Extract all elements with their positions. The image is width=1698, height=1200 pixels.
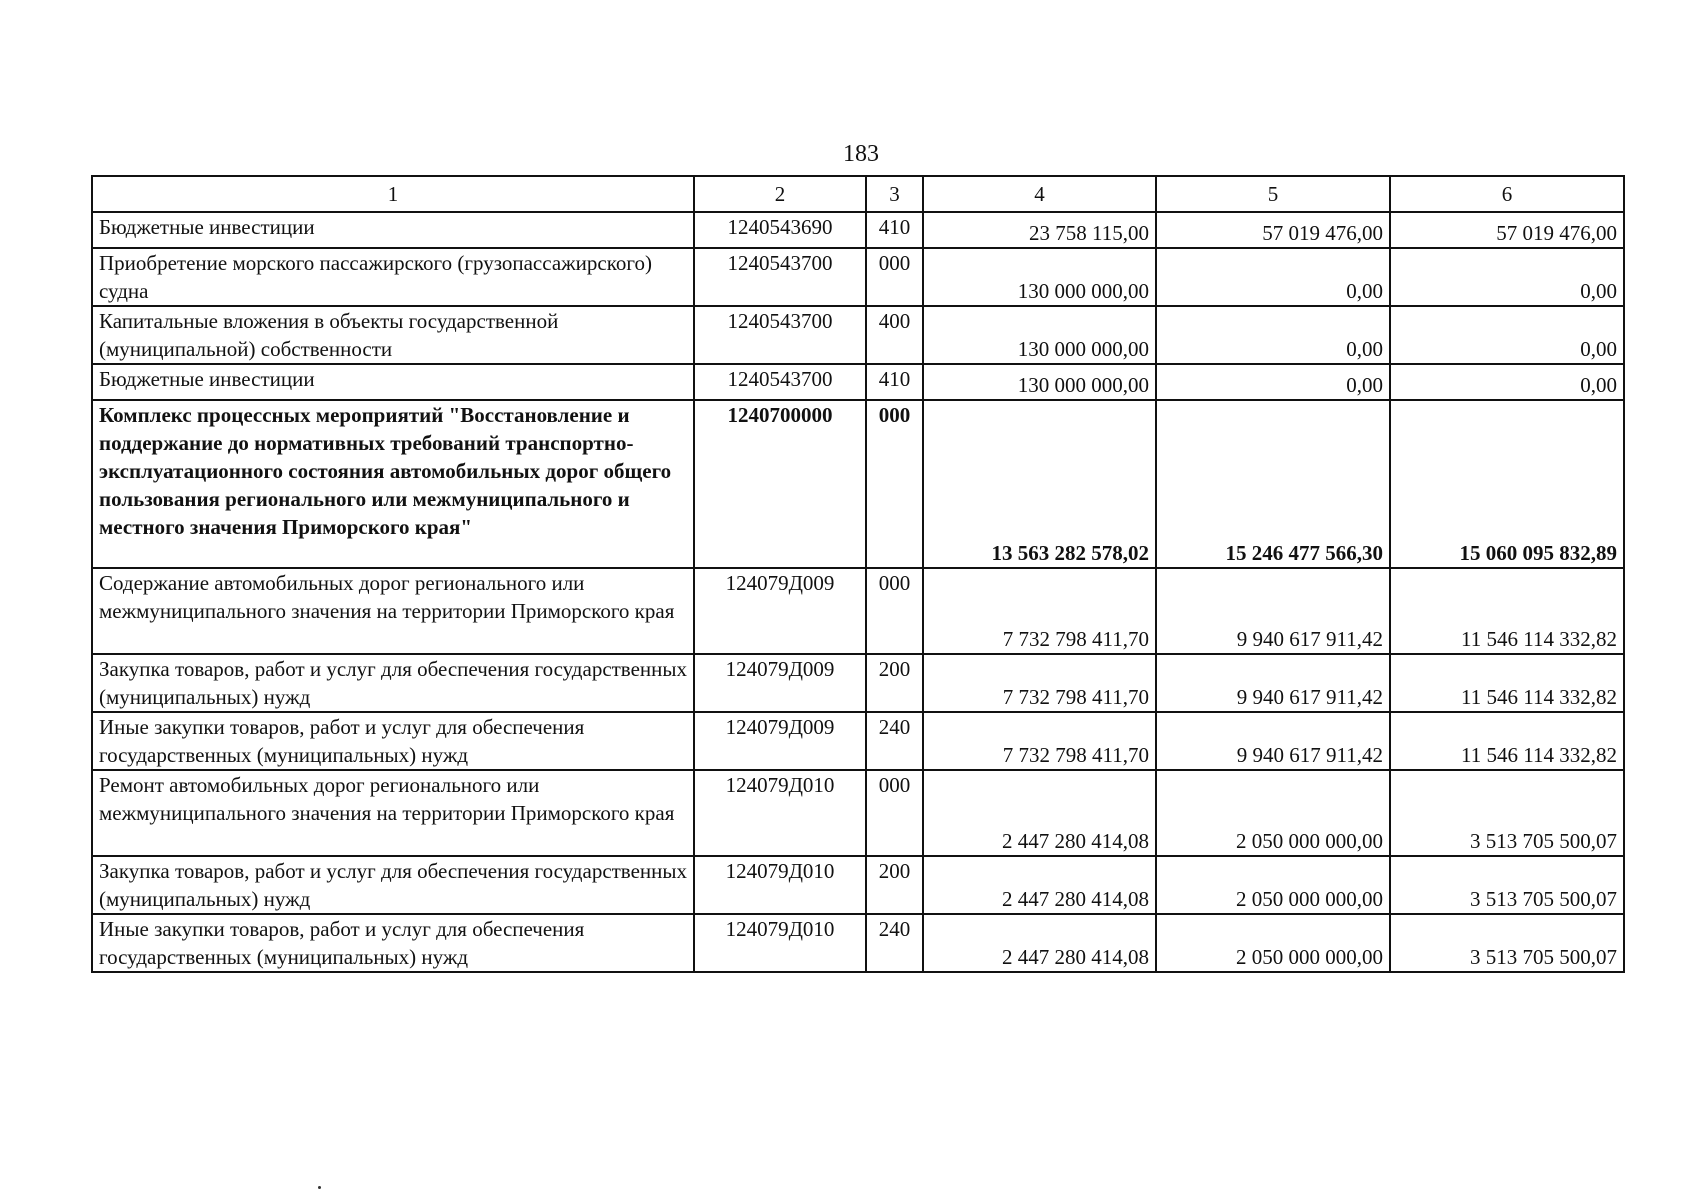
row-value-col5-cell: 15 246 477 566,30 [1156, 400, 1390, 568]
row-value-col4-cell: 7 732 798 411,70 [923, 568, 1156, 654]
row-code-cell: 1240543700 [694, 248, 866, 306]
row-value-col5-cell: 9 940 617 911,42 [1156, 654, 1390, 712]
row-value-col6-cell: 11 546 114 332,82 [1390, 712, 1624, 770]
row-kvr-cell: 410 [866, 212, 923, 248]
row-code-cell: 1240700000 [694, 400, 866, 568]
column-header: 6 [1390, 176, 1624, 212]
row-value-col5-cell: 0,00 [1156, 306, 1390, 364]
row-value-col6-cell: 11 546 114 332,82 [1390, 654, 1624, 712]
row-name-cell: Бюджетные инвестиции [92, 212, 694, 248]
table-row [92, 770, 1624, 856]
row-code-cell: 1240543700 [694, 306, 866, 364]
row-value-col4-cell: 23 758 115,00 [923, 212, 1156, 248]
table-row [92, 712, 1624, 770]
column-header: 5 [1156, 176, 1390, 212]
row-value-col6-cell: 0,00 [1390, 306, 1624, 364]
row-name-cell: Иные закупки товаров, работ и услуг для обеспечения государственных (муниципальных) нужд [92, 914, 694, 972]
row-code-cell: 124079Д009 [694, 712, 866, 770]
row-kvr-cell: 400 [866, 306, 923, 364]
row-kvr-cell: 000 [866, 400, 923, 568]
row-name-cell: Ремонт автомобильных дорог регионального или межмуниципального значения на территории Приморского края [92, 770, 694, 856]
table-row [92, 212, 1624, 248]
row-kvr-cell: 200 [866, 856, 923, 914]
row-kvr-cell: 410 [866, 364, 923, 400]
row-name-cell: Комплекс процессных мероприятий "Восстановление и поддержание до нормативных требований транспортно-эксплуатационного состояния автомобильных дорог общего пользования регионального или межмуниципального и местного значения Приморского края" [92, 400, 694, 568]
table-row [92, 654, 1624, 712]
row-kvr-cell: 240 [866, 712, 923, 770]
row-value-col4-cell: 2 447 280 414,08 [923, 770, 1156, 856]
budget-table [91, 175, 1625, 973]
row-value-col6-cell: 0,00 [1390, 248, 1624, 306]
row-code-cell: 124079Д010 [694, 770, 866, 856]
table-row [92, 568, 1624, 654]
row-value-col6-cell: 3 513 705 500,07 [1390, 770, 1624, 856]
table-header-row [92, 176, 1624, 212]
row-value-col5-cell: 9 940 617 911,42 [1156, 712, 1390, 770]
row-name-cell: Содержание автомобильных дорог регионального или межмуниципального значения на территории Приморского края [92, 568, 694, 654]
row-name-cell: Иные закупки товаров, работ и услуг для обеспечения государственных (муниципальных) нужд [92, 712, 694, 770]
row-name-cell: Бюджетные инвестиции [92, 364, 694, 400]
table-row [92, 248, 1624, 306]
row-code-cell: 124079Д010 [694, 914, 866, 972]
row-name-cell: Приобретение морского пассажирского (грузопассажирского) судна [92, 248, 694, 306]
page-number: 183 [843, 141, 879, 167]
row-value-col4-cell: 130 000 000,00 [923, 364, 1156, 400]
row-code-cell: 124079Д009 [694, 654, 866, 712]
row-kvr-cell: 000 [866, 568, 923, 654]
row-kvr-cell: 200 [866, 654, 923, 712]
column-header: 1 [92, 176, 694, 212]
row-value-col4-cell: 13 563 282 578,02 [923, 400, 1156, 568]
row-code-cell: 124079Д010 [694, 856, 866, 914]
row-name-cell: Капитальные вложения в объекты государственной (муниципальной) собственности [92, 306, 694, 364]
column-header: 2 [694, 176, 866, 212]
row-name-cell: Закупка товаров, работ и услуг для обеспечения государственных (муниципальных) нужд [92, 654, 694, 712]
row-value-col6-cell: 3 513 705 500,07 [1390, 914, 1624, 972]
row-value-col4-cell: 2 447 280 414,08 [923, 856, 1156, 914]
row-value-col4-cell: 130 000 000,00 [923, 306, 1156, 364]
row-value-col4-cell: 7 732 798 411,70 [923, 654, 1156, 712]
scan-speck [318, 1186, 321, 1189]
row-code-cell: 1240543700 [694, 364, 866, 400]
row-value-col4-cell: 2 447 280 414,08 [923, 914, 1156, 972]
row-kvr-cell: 000 [866, 248, 923, 306]
row-value-col5-cell: 2 050 000 000,00 [1156, 856, 1390, 914]
row-value-col6-cell: 15 060 095 832,89 [1390, 400, 1624, 568]
row-value-col4-cell: 130 000 000,00 [923, 248, 1156, 306]
row-kvr-cell: 000 [866, 770, 923, 856]
row-value-col5-cell: 2 050 000 000,00 [1156, 914, 1390, 972]
row-kvr-cell: 240 [866, 914, 923, 972]
column-header: 4 [923, 176, 1156, 212]
row-value-col6-cell: 3 513 705 500,07 [1390, 856, 1624, 914]
row-value-col4-cell: 7 732 798 411,70 [923, 712, 1156, 770]
row-value-col6-cell: 57 019 476,00 [1390, 212, 1624, 248]
table-row [92, 364, 1624, 400]
table-row [92, 914, 1624, 972]
row-code-cell: 124079Д009 [694, 568, 866, 654]
table-row [92, 856, 1624, 914]
row-value-col5-cell: 57 019 476,00 [1156, 212, 1390, 248]
row-name-cell: Закупка товаров, работ и услуг для обеспечения государственных (муниципальных) нужд [92, 856, 694, 914]
row-value-col5-cell: 2 050 000 000,00 [1156, 770, 1390, 856]
row-value-col5-cell: 0,00 [1156, 364, 1390, 400]
row-value-col6-cell: 0,00 [1390, 364, 1624, 400]
row-value-col6-cell: 11 546 114 332,82 [1390, 568, 1624, 654]
table-row-program-total [92, 400, 1624, 568]
row-value-col5-cell: 9 940 617 911,42 [1156, 568, 1390, 654]
table-row [92, 306, 1624, 364]
row-code-cell: 1240543690 [694, 212, 866, 248]
row-value-col5-cell: 0,00 [1156, 248, 1390, 306]
column-header: 3 [866, 176, 923, 212]
